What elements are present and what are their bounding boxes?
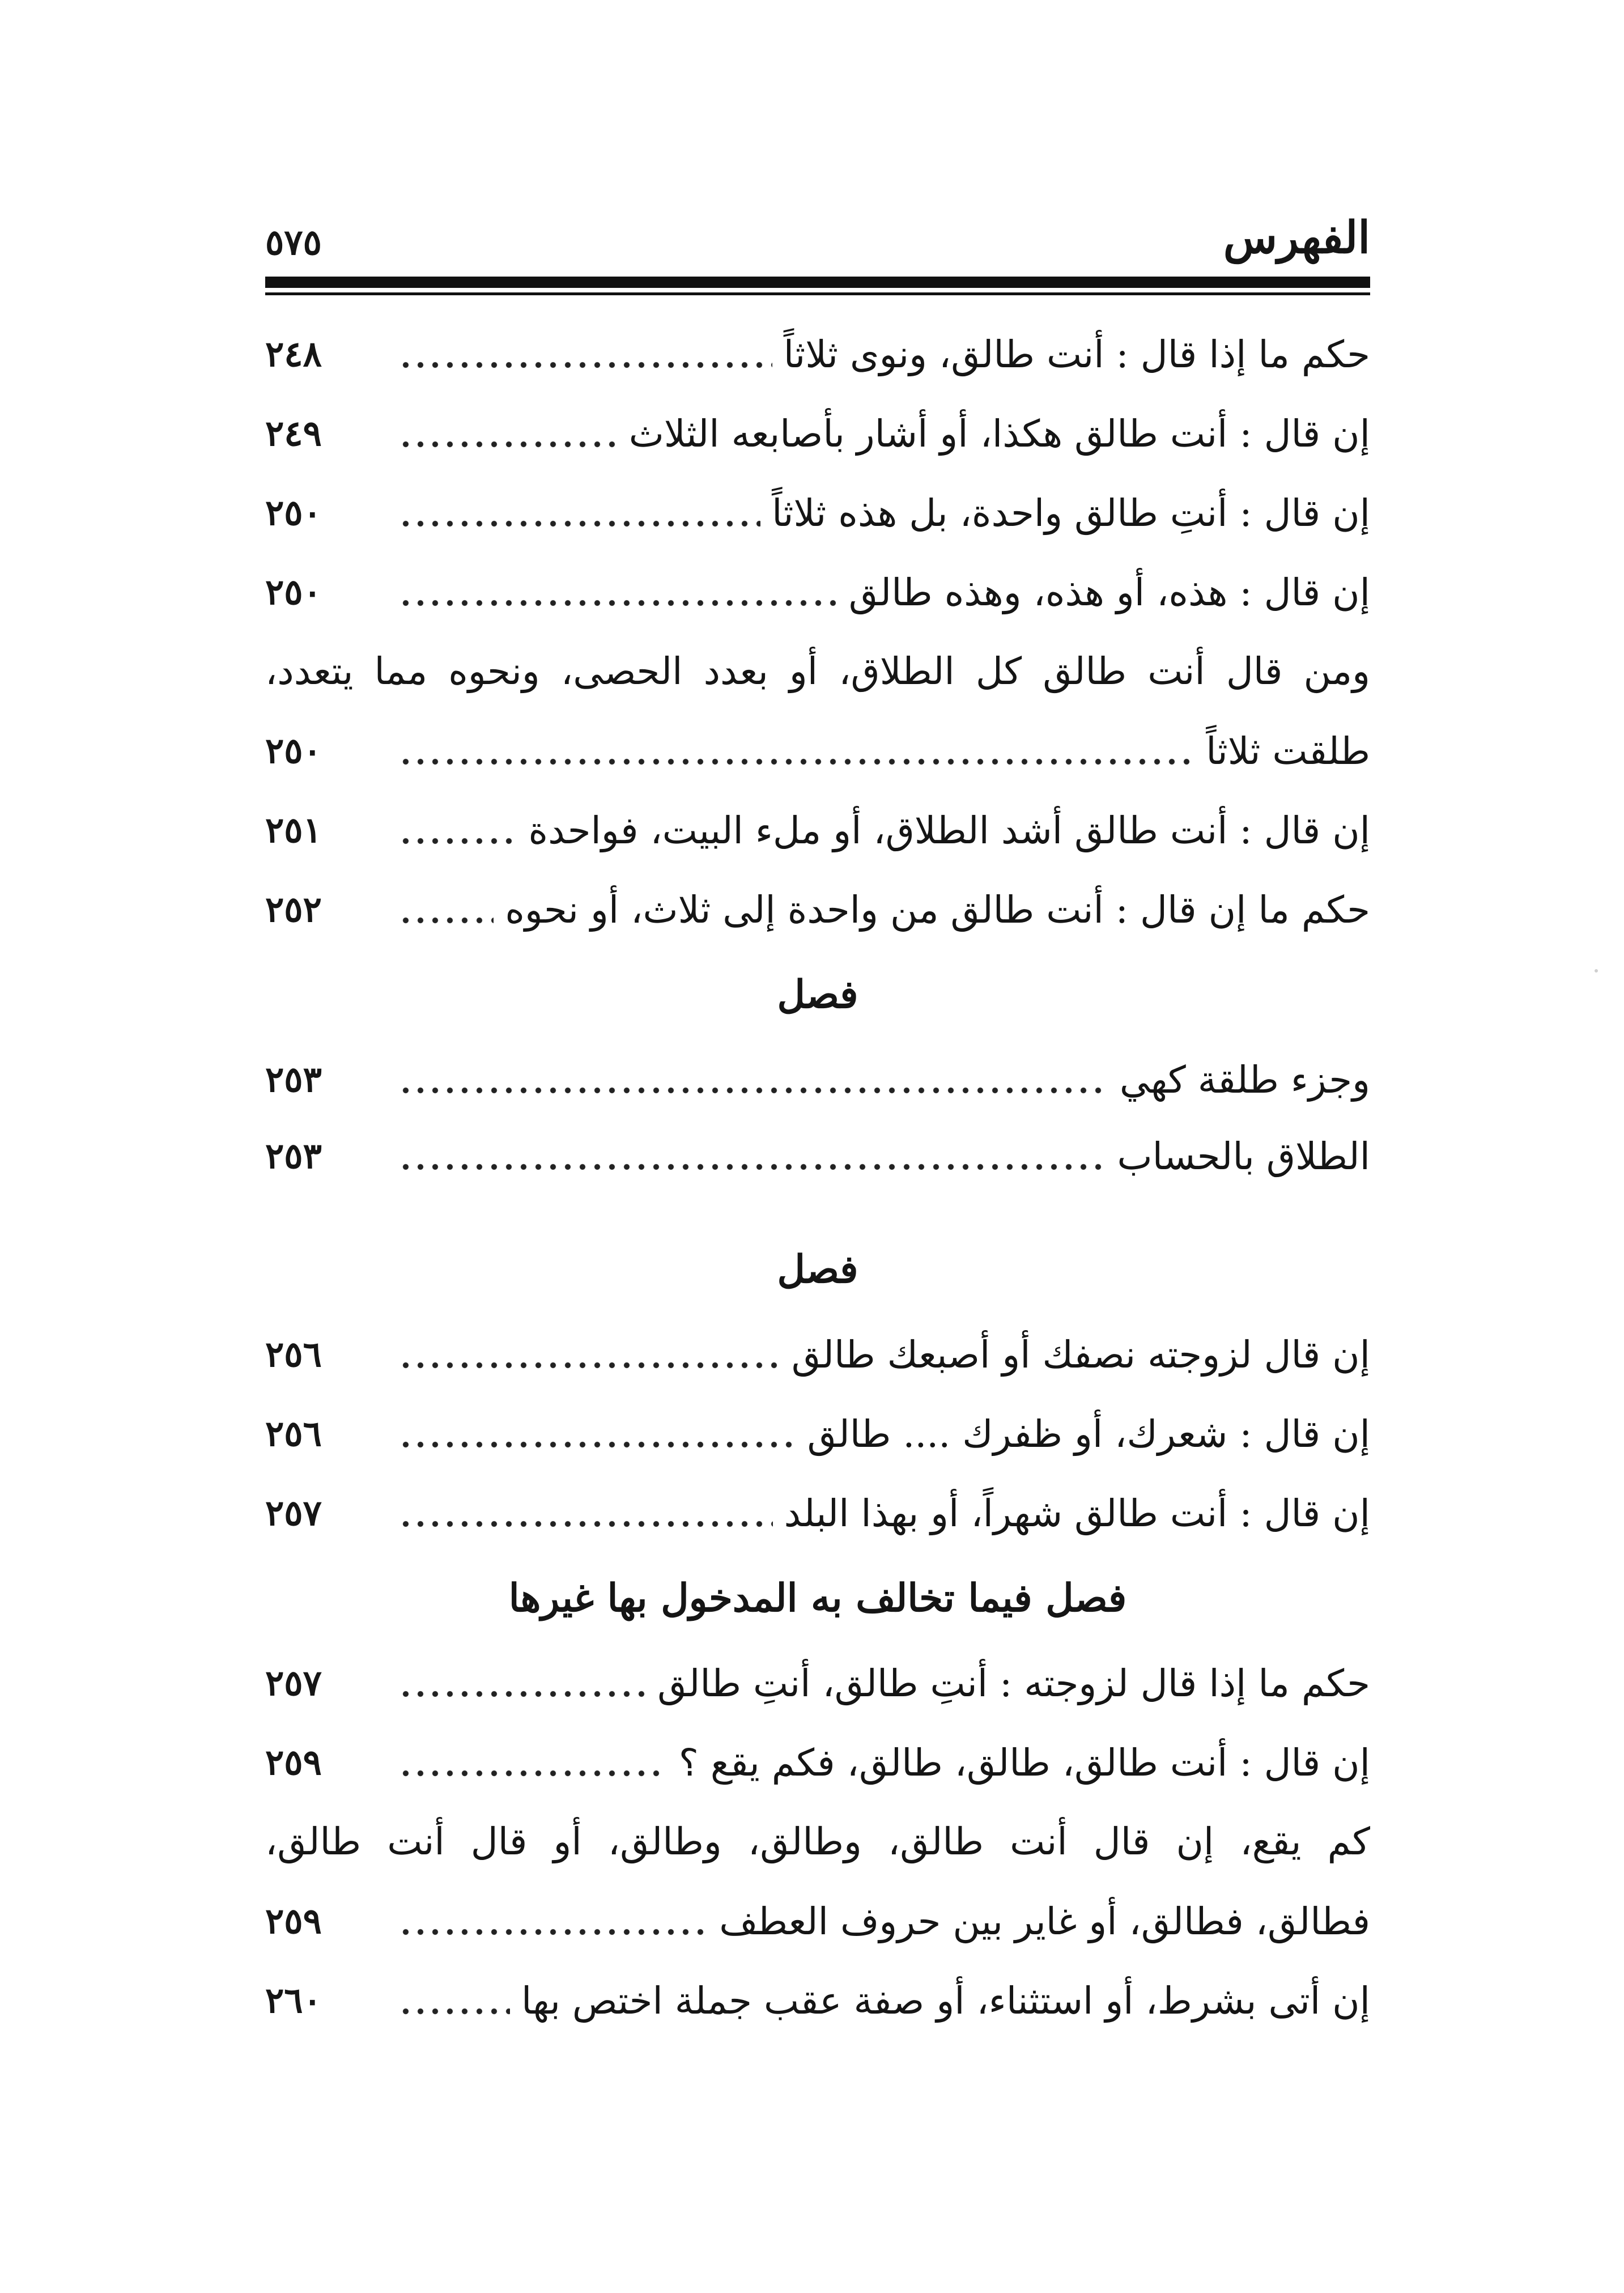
toc-entry[interactable]: [265, 1394, 1370, 1474]
toc-entry-text: إن قال : أنت طالق شهراً، أو بهذا البلد: [784, 1491, 1370, 1535]
toc-entry-text-line1: كم يقع، إن قال أنت طالق، وطالق، وطالق، أو قال أنت طالق،: [265, 1820, 1370, 1863]
dot-leader: [398, 1362, 780, 1369]
toc-entry-page: ٢٥٦: [265, 1334, 322, 1375]
toc-entry-page: ٢٥٣: [265, 1059, 322, 1100]
toc-entry-text-line1: ومن قال أنت طالق كل الطلاق، أو بعدد الحصى، ونحوه مما يتعدد،: [265, 649, 1370, 693]
dot-leader: [398, 1770, 668, 1777]
toc-entry-page: ٢٥٠: [265, 730, 322, 771]
toc-entry-text-line2: فطالق، فطالق، أو غاير بين حروف العطف: [719, 1899, 1370, 1943]
dot-leader: [398, 1929, 708, 1935]
toc-entry-text: الطلاق بالحساب: [1117, 1134, 1370, 1178]
toc-entry-page: ٢٥٠: [265, 492, 322, 533]
dot-leader: [398, 2008, 510, 2015]
toc-entry-page: ٢٤٨: [265, 333, 322, 375]
toc-entry-page: ٢٥٦: [265, 1413, 322, 1454]
dot-leader: [398, 758, 1194, 765]
section-title: فصل فيما تخالف به المدخول بها غيرها: [508, 1576, 1127, 1621]
page-header: [265, 187, 1370, 300]
dot-leader: [398, 838, 517, 844]
toc-entry-text: إن قال لزوجته نصفك أو أصبعك طالق: [791, 1332, 1370, 1377]
toc-entry-continued-line[interactable]: [265, 1802, 1370, 1882]
section-title: فصل: [777, 1247, 858, 1292]
toc-entry-text: إن قال : شعرك، أو ظفرك .... طالق: [807, 1412, 1370, 1456]
dot-leader: [398, 1441, 796, 1448]
toc-entry-continued-line[interactable]: [265, 632, 1370, 711]
dot-leader: [398, 441, 618, 448]
toc-entry-page: ٢٥٢: [265, 889, 322, 930]
toc-entry[interactable]: [265, 1040, 1370, 1116]
toc-entry-text: حكم ما إذا قال لزوجته : أنتِ طالق، أنتِ طالق: [657, 1661, 1370, 1705]
dot-leader: [398, 917, 494, 924]
toc-entry-page: ٢٦٠: [265, 1980, 322, 2021]
toc-entry-page: ٢٥١: [265, 809, 322, 851]
toc-entry-text: إن قال : أنتِ طالق واحدة، بل هذه ثلاثاً: [772, 491, 1370, 535]
header-rule-thin: [265, 292, 1370, 295]
toc-entry-text: إن قال : أنت طالق، طالق، طالق، فكم يقع ؟: [678, 1740, 1370, 1785]
dot-leader: [398, 520, 760, 527]
dot-leader: [398, 1164, 1106, 1170]
toc-entry-page: ٢٥٩: [265, 1900, 322, 1942]
toc-entry[interactable]: [265, 1882, 1370, 1961]
section-heading: [265, 1553, 1370, 1644]
toc-entry-text-line2: طلقت ثلاثاً: [1206, 729, 1370, 773]
toc-entry-text: إن قال : أنت طالق أشد الطلاق، أو ملء البيت، فواحدة: [528, 808, 1370, 852]
toc-entry[interactable]: [265, 1644, 1370, 1723]
toc-entry[interactable]: [265, 315, 1370, 394]
toc-entry[interactable]: [265, 394, 1370, 473]
toc-entry-text: إن أتى بشرط، أو استثناء، أو صفة عقب جملة اختص بها: [521, 1978, 1370, 2023]
toc-entry[interactable]: [265, 711, 1370, 791]
dot-leader: [398, 362, 772, 368]
dot-leader: [398, 1691, 646, 1697]
toc-entry[interactable]: [265, 1961, 1370, 2040]
toc-entry[interactable]: [265, 473, 1370, 553]
toc-entry[interactable]: [265, 553, 1370, 632]
table-of-contents: [265, 315, 1370, 2040]
toc-entry-page: ٢٥٧: [265, 1492, 322, 1534]
toc-entry-page: ٢٥٧: [265, 1662, 322, 1704]
toc-entry-text: إن قال : هذه، أو هذه، وهذه طالق: [848, 570, 1370, 614]
header-rule-thick: [265, 277, 1370, 288]
page-number: ٥٧٥: [265, 222, 322, 263]
toc-entry[interactable]: [265, 791, 1370, 870]
toc-entry-text: حكم ما إذا قال : أنت طالق، ونوى ثلاثاً: [783, 332, 1370, 376]
running-title: الفهرس: [1223, 212, 1370, 264]
toc-entry-text: إن قال : أنت طالق هكذا، أو أشار بأصابعه الثلاث: [628, 411, 1370, 456]
dot-leader: [398, 1521, 773, 1527]
toc-entry-page: ٢٥٠: [265, 571, 322, 613]
dot-leader: [398, 1087, 1108, 1094]
toc-entry-text: حكم ما إن قال : أنت طالق من واحدة إلى ثلاث، أو نحوه: [505, 888, 1370, 932]
margin-speck: [1595, 969, 1598, 973]
toc-entry-page: ٢٥٩: [265, 1742, 322, 1783]
section-title: فصل: [777, 972, 858, 1017]
toc-entry[interactable]: [265, 1723, 1370, 1802]
toc-entry-text: وجزء طلقة كهي: [1119, 1058, 1370, 1102]
toc-entry[interactable]: [265, 1315, 1370, 1394]
section-heading: [265, 949, 1370, 1040]
toc-entry-page: ٢٤٩: [265, 413, 322, 454]
toc-entry[interactable]: [265, 1116, 1370, 1193]
dot-leader: [398, 600, 837, 606]
toc-entry-page: ٢٥٣: [265, 1135, 322, 1177]
section-heading: [265, 1193, 1370, 1315]
toc-entry[interactable]: [265, 1474, 1370, 1553]
toc-entry[interactable]: [265, 870, 1370, 949]
